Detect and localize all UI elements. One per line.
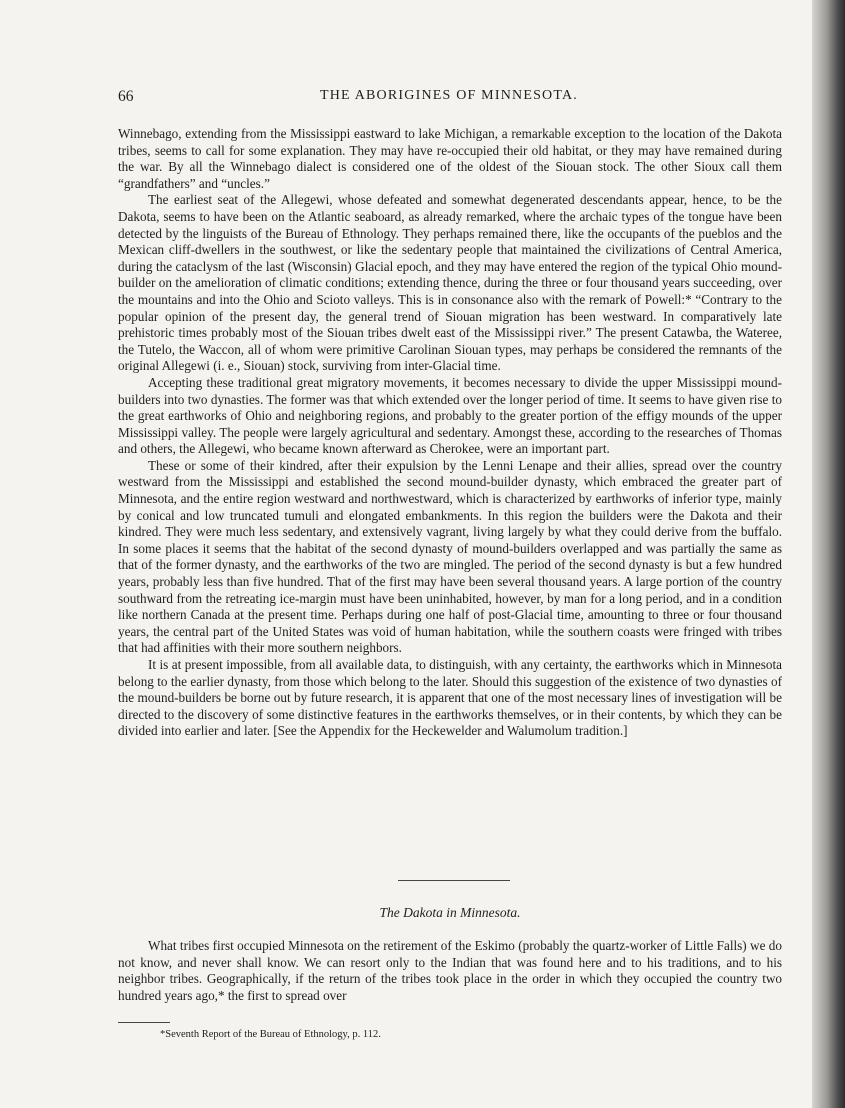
footnote: *Seventh Report of the Bureau of Ethnology, p. 112. — [160, 1029, 381, 1040]
page-header — [118, 88, 780, 108]
main-text — [118, 126, 782, 740]
section-paragraph: What tribes first occupied Minnesota on the retirement of the Eskimo (probably the quartz-worker of Little Falls) we do not know, and never shall know. We can resort only to the Indian that was found here and to his traditions, and to his neighbor tribes. Geographically, if the return of the tribes took place in the order in which they occupied the country two hundred years ago,* the first to spread over — [118, 938, 782, 1003]
paragraph-3: Accepting these traditional great migratory movements, it becomes necessary to divide the upper Mississippi mound-builders into two dynasties. The former was that which extended over the longer period of time. It seems to have given rise to the great earthworks of Ohio and neighboring regions, and probably to the greater portion of the effigy mounds of the upper Mississippi valley. The people were largely agricultural and sedentary. Amongst these, according to the researches of Thomas and others, the Allegewi, who became known afterward as Cherokee, were an important part. — [118, 374, 782, 457]
running-title: THE ABORIGINES OF MINNESOTA. — [319, 88, 579, 103]
section-divider — [398, 880, 510, 881]
section-text — [118, 938, 782, 1004]
section-heading: The Dakota in Minnesota. — [379, 905, 521, 920]
paragraph-2: The earliest seat of the Allegewi, whose defeated and somewhat degenerated descendants appear, hence, to be the Dakota, seems to have been on the Atlantic seaboard, as already remarked, where the archaic types of the tongue have been detected by the linguists of the Bureau of Ethnology. They perhaps remained there, like the occupants of the pueblos and the Mexican cliff-dwellers in the southwest, or like the sedentary people that maintained the civilizations of Central America, during the cataclysm of the last (Wisconsin) Glacial epoch, and they may have entered the region of the typical Ohio mound-builder on the amelioration of climatic conditions; extending thence, during the three or four thousand years succeeding, over the mountains and into the Ohio and Scioto valleys. This is in consonance also with the remark of Powell:* “Contrary to the popular opinion of the present day, the general trend of Siouan migration has been westward. In comparatively late prehistoric times probably most of the Siouan tribes dwelt east of the Mississippi river.” The present Catawba, the Wateree, the Tutelo, the Waccon, all of whom were primitive Carolinan Siouan types, may perhaps be considered the remnants of the original Allegewi (i. e., Siouan) stock, surviving from inter-Glacial time. — [118, 192, 782, 374]
paragraph-1: Winnebago, extending from the Mississippi eastward to lake Michigan, a remarkable exception to the location of the Dakota tribes, seems to call for some explanation. They may have re-occupied their old habitat, or they may have remained during the war. By all the Winnebago dialect is considered one of the oldest of the Siouan stock. The other Sioux call them “grandfathers” and “uncles.” — [118, 126, 782, 191]
binding-shadow — [812, 0, 845, 1108]
paragraph-5: It is at present impossible, from all available data, to distinguish, with any certainty, the earthworks which in Minnesota belong to the earlier dynasty, from those which belong to the later. Should this suggestion of the existence of two dynasties of the mound-builders be borne out by future research, it is apparent that one of the most necessary lines of investigation will be directed to the discovery of some distinctive features in the earthworks themselves, or in their contents, by which they can be divided into earlier and later. [See the Appendix for the Heckewelder and Walumolum tradition.] — [118, 657, 782, 739]
paragraph-4: These or some of their kindred, after their expulsion by the Lenni Lenape and their allies, spread over the country westward from the Mississippi and established the second mound-builder dynasty, which embraced the greater part of Minnesota, and the entire region westward and northwestward, which is characterized by earthworks of inferior type, mainly by conical and low truncated tumuli and elongated embankments. In this region the builders were the Dakota and their kindred. They were much less sedentary, and extensively vagrant, living largely by what they could derive from the buffalo. In some places it seems that the habitat of the second dynasty of mound-builders overlapped and was partially the same as that of the former dynasty, and the earthworks of the two are mingled. The period of the second dynasty is but a few hundred years, probably less than five hundred. That of the first may have been several thousand years. A large portion of the country southward from the retreating ice-margin must have been uninhabited, however, by man for a long period, and in a condition like northern Canada at the present time. Perhaps during one half of post-Glacial time, amounting to three or four thousand years, the central part of the United States was void of human habitation, while the southern coasts were fringed with tribes that had affinities with their more southern neighbors. — [118, 457, 782, 656]
footnote-divider — [118, 1022, 170, 1023]
page-number: 66 — [118, 88, 134, 105]
